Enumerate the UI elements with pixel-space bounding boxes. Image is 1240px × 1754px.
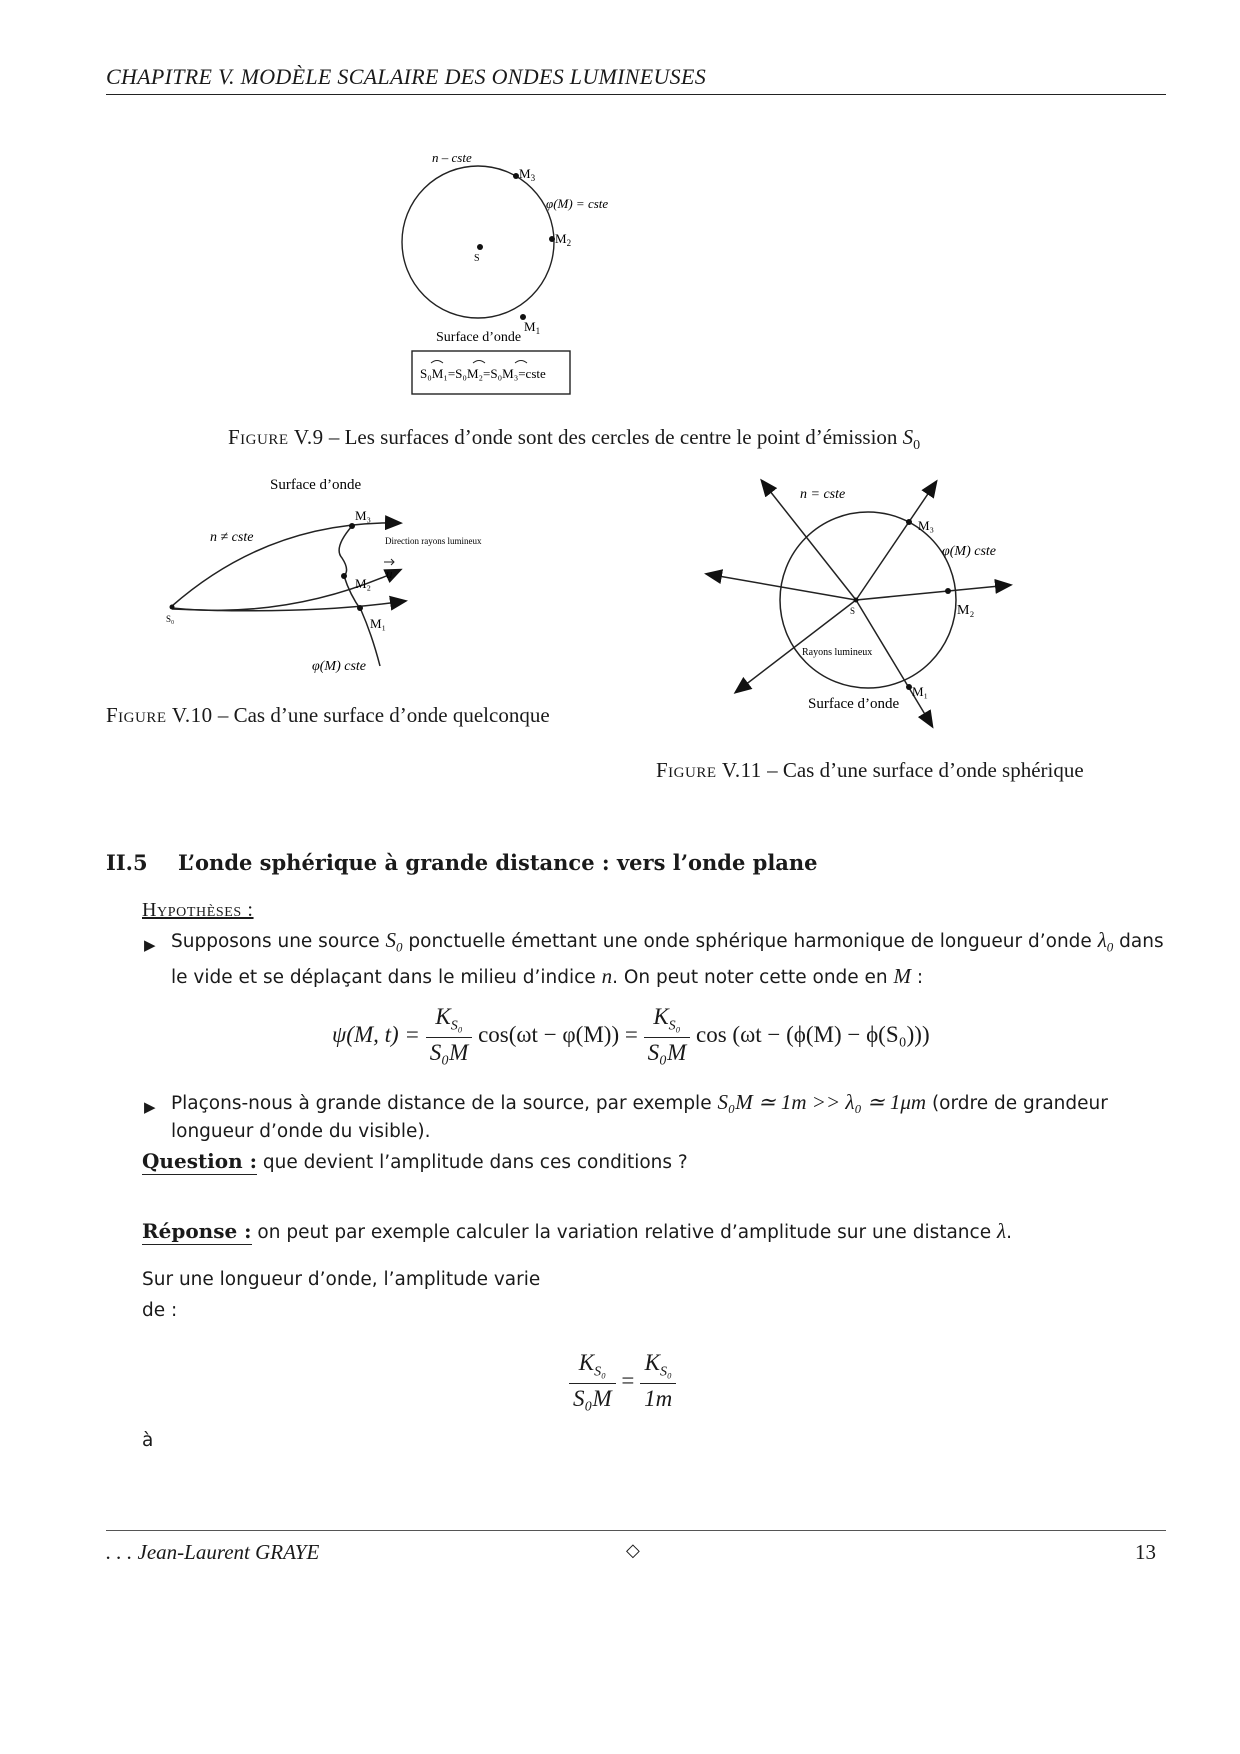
fig11-n-label: n = cste <box>800 487 846 502</box>
figure-v10-caption <box>106 703 550 728</box>
eq1-frac2-k: K <box>653 1004 669 1029</box>
eq2-equals: = <box>621 1367 635 1393</box>
eq1-fraction-1 <box>426 1004 473 1066</box>
fig10-source-point <box>170 605 175 610</box>
fig10-m1-point <box>357 605 363 611</box>
paragraph-line-2: de : <box>142 1300 178 1321</box>
bullet-2-text-a: Plaçons-nous à grande distance de la source, par exemple <box>171 1093 718 1114</box>
bullet-2-line-1 <box>171 1088 1171 1118</box>
fig11-caption-prefix: Figure V.11 <box>656 758 762 782</box>
fig9-caption-text: – Les surfaces d’onde sont des cercles de centre le point d’émission <box>323 425 903 449</box>
source-symbol: S <box>385 928 397 952</box>
bullet-1-text-b: ponctuelle émettant une onde sphérique harmonique de longueur d’onde <box>402 931 1098 952</box>
figure-v11 <box>700 470 1040 735</box>
fig11-ray-right <box>856 585 1010 600</box>
answer-text: on peut par exemple calculer la variation relative d’amplitude sur une distance <box>251 1222 997 1243</box>
answer-label: Réponse : <box>142 1219 252 1243</box>
paragraph-line-1: Sur une longueur d’onde, l’amplitude varie <box>142 1269 541 1290</box>
eq1-frac2-den: S₀M <box>647 1039 687 1065</box>
fig10-m2-label: M₂ <box>355 576 372 591</box>
fig10-m3-point <box>349 523 355 529</box>
equation-2 <box>569 1350 676 1412</box>
fig9-m2-label <box>555 231 571 248</box>
bullet-2-line-2: longueur d’onde du visible). <box>171 1121 431 1142</box>
fig10-caption-text: – Cas d’une surface d’onde quelconque <box>212 703 550 727</box>
fig11-m3-point <box>906 519 912 525</box>
fig10-surface-label: Surface d’onde <box>270 477 362 493</box>
bullet-1-text-e: . On peut noter cette onde en <box>612 966 894 988</box>
figure-v10 <box>150 470 530 685</box>
fig10-n-label: n ≠ cste <box>210 530 254 545</box>
fig9-m3-sub: 3 <box>530 173 536 183</box>
fig9-surface-label: Surface d’onde <box>436 330 522 345</box>
answer-end: . <box>1006 1222 1012 1243</box>
fig9-arc-marks <box>431 361 527 364</box>
fig11-caption-text: – Cas d’une surface d’onde sphérique <box>761 758 1084 782</box>
question-text: que devient l’amplitude dans ces conditions ? <box>257 1152 688 1173</box>
bullet-1-text-d: le vide et se déplaçant dans le milieu d’indice <box>171 966 602 988</box>
bullet-2-math: S₀M ≃ 1m >> λ₀ ≃ 1μm <box>717 1090 927 1114</box>
fig11-rays-label: Rayons lumineux <box>802 647 873 658</box>
fig9-m1-label <box>524 319 540 336</box>
footer-rule <box>106 1530 1166 1531</box>
fig11-phase-label: φ(M) cste <box>942 544 996 559</box>
fig11-m1-label: M₁ <box>912 684 929 699</box>
fig9-m1-letter: M <box>524 319 536 334</box>
eq1-fraction-2 <box>644 1004 691 1066</box>
eq1-rhs: cos (ωt − (ϕ(M) − ϕ(S₀))) <box>696 1021 930 1047</box>
index-symbol: n <box>601 963 613 988</box>
hypotheses-label: Hypothèses : <box>142 899 254 921</box>
fig10-m2-point <box>341 573 347 579</box>
fig9-caption-symbol: S <box>902 425 914 449</box>
eq1-middle: cos(ωt − φ(M)) = <box>478 1021 638 1047</box>
figure-v9-caption <box>228 425 920 454</box>
bullet-1-text-a: Supposons une source <box>171 931 386 952</box>
bullet-1-line-1 <box>171 926 1171 962</box>
lambda-subscript: 0 <box>1106 939 1114 955</box>
footer-diamond-icon: ◇ <box>626 1540 640 1561</box>
fig9-m2-sub: 2 <box>566 238 572 248</box>
page-number: 13 <box>1135 1540 1156 1564</box>
fig9-m3-label <box>519 166 536 183</box>
fig9-caption-sub: 0 <box>913 438 921 454</box>
eq1-frac2-num <box>644 1004 691 1038</box>
running-header: CHAPITRE V. MODÈLE SCALAIRE DES ONDES LUMINEUSES <box>106 64 707 89</box>
eq2-left-den: S₀M <box>573 1385 612 1411</box>
answer-lambda: λ <box>996 1219 1007 1243</box>
fig9-m3-letter: M <box>519 166 531 181</box>
eq1-frac2-k-sub: S₀ <box>668 1018 681 1034</box>
eq2-left-k: K <box>578 1350 595 1375</box>
bullet-1 <box>171 926 1171 992</box>
fig10-m3-label: M₃ <box>355 508 372 523</box>
eq1-frac1-k: K <box>435 1004 451 1029</box>
bullet-1-text-c: dans <box>1113 931 1164 952</box>
eq1-lhs: ψ(M, t) = <box>332 1021 420 1047</box>
fig11-s-label: S <box>850 606 856 616</box>
fig10-ray-m3 <box>172 523 400 606</box>
fig11-surface-label: Surface d’onde <box>808 696 900 712</box>
fig11-m2-point <box>945 588 951 594</box>
eq1-frac1-k-sub: S₀ <box>450 1018 463 1034</box>
equation-1 <box>332 1004 930 1066</box>
footer-author: . . . Jean-Laurent GRAYE <box>106 1540 320 1564</box>
trailing-word: à <box>142 1430 154 1451</box>
fig10-u-vector-arrow <box>384 559 394 565</box>
fig10-wave-surface <box>339 526 380 666</box>
bullet-2-text-b: (ordre de grandeur <box>926 1093 1108 1114</box>
fig10-phase-label: φ(M) cste <box>312 659 366 674</box>
fig9-phase-label: φ(M) = cste <box>546 196 609 211</box>
figure-v11-caption <box>656 758 1084 783</box>
bullet-2 <box>171 1088 1171 1146</box>
eq2-fraction-left <box>569 1350 616 1412</box>
point-symbol: M <box>893 963 912 988</box>
fig9-s-label: S <box>474 253 480 264</box>
fig11-source-point <box>854 598 859 603</box>
header-rule <box>106 94 1166 95</box>
question-label: Question : <box>142 1149 258 1173</box>
amplitude-paragraph <box>142 1266 540 1325</box>
fig11-m2-label: M₂ <box>957 603 975 618</box>
question <box>142 1147 688 1177</box>
fig10-caption-prefix: Figure V.10 <box>106 703 213 727</box>
eq2-fraction-right <box>640 1350 676 1412</box>
bullet-1-line-2 <box>171 962 1171 992</box>
eq1-frac1-den: S₀M <box>429 1039 469 1065</box>
lambda-symbol: λ <box>1097 928 1107 952</box>
fig10-ray-m1 <box>172 601 405 611</box>
eq2-left-num <box>569 1350 616 1384</box>
eq2-right-num <box>640 1350 676 1384</box>
answer <box>142 1217 1012 1247</box>
section-number: II.5 <box>106 850 148 875</box>
eq2-right-k-sub: S₀ <box>659 1364 672 1380</box>
bullet-1-marker: ▶ <box>144 936 156 954</box>
fig11-ray-down-left <box>736 600 856 692</box>
fig9-n-label: n – cste <box>432 150 472 165</box>
section-title: L’onde sphérique à grande distance : vers l’onde plane <box>178 850 818 875</box>
source-point <box>477 244 483 250</box>
source-subscript: 0 <box>396 939 403 955</box>
fig9-caption-prefix: Figure V.9 <box>228 425 324 449</box>
fig10-m1-label: M₁ <box>370 616 387 631</box>
eq2-right-den: 1m <box>644 1385 673 1411</box>
fig11-ray-left <box>707 574 856 600</box>
bullet-1-text-f: : <box>911 966 924 988</box>
eq1-frac1-num <box>426 1004 473 1038</box>
eq2-right-k: K <box>644 1350 660 1375</box>
fig9-m1-sub: 1 <box>535 326 541 336</box>
wave-circle <box>402 166 554 318</box>
fig10-direction-label: Direction rayons lumineux <box>385 536 482 546</box>
figure-v9 <box>390 145 650 405</box>
fig10-s0-label: S₀ <box>166 614 175 624</box>
fig9-m2-letter: M <box>555 231 567 246</box>
fig9-box-text: S₀M₁=S₀M₂=S₀M₃=cste <box>420 366 546 381</box>
fig11-ray-up-right <box>856 482 936 600</box>
section-heading <box>106 850 818 875</box>
eq2-left-k-sub: S₀ <box>594 1364 606 1380</box>
bullet-2-marker: ▶ <box>144 1098 156 1116</box>
fig10-u-label: u <box>386 566 393 581</box>
fig11-m3-label: M₃ <box>918 518 935 533</box>
